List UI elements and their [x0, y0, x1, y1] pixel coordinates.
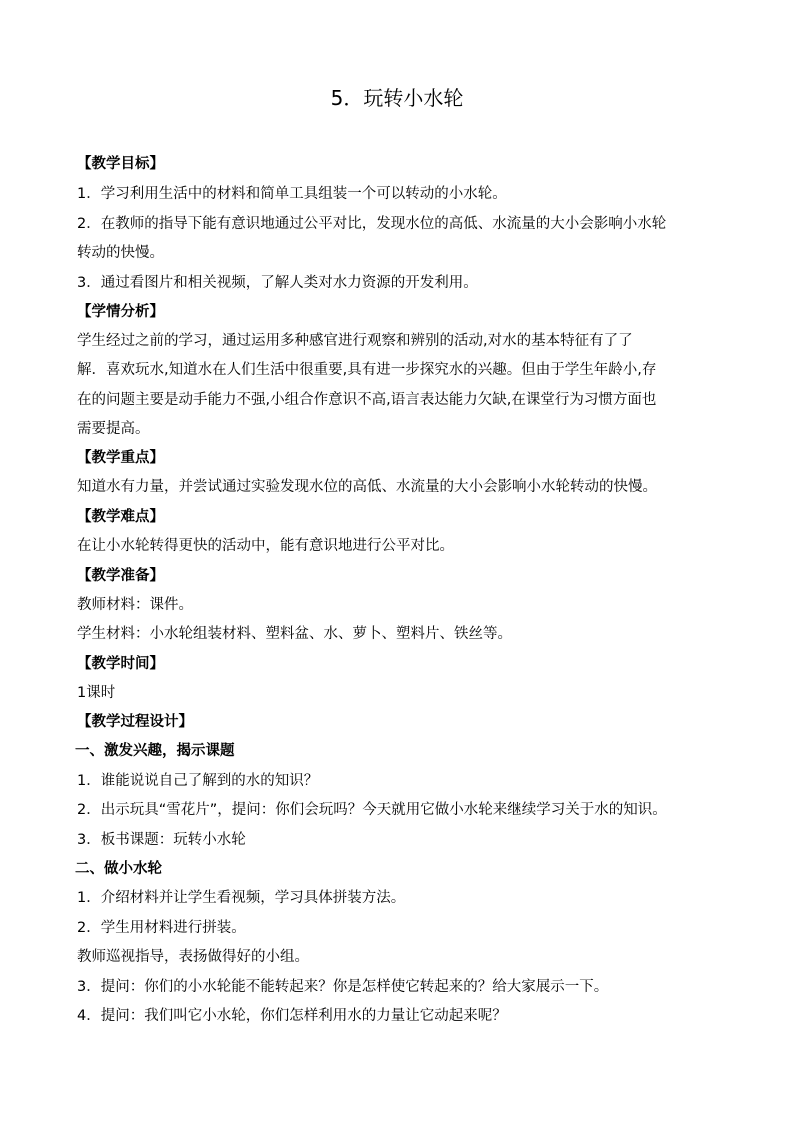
- text-line: 转动的快慢。: [77, 245, 164, 261]
- text-line: 在的问题主要是动手能力不强,小组合作意识不高,语言表达能力欠缺,在课堂行为习惯方面也: [77, 392, 657, 408]
- section-heading-difficulties: 【教学难点】: [77, 509, 164, 525]
- subsection-heading-2: 二、做小水轮: [75, 861, 162, 877]
- section-heading-analysis: 【学情分析】: [77, 304, 164, 320]
- text-line: 1课时: [77, 685, 116, 701]
- text-line: 教师材料：课件。: [77, 597, 193, 613]
- text-line: 在让小水轮转得更快的活动中，能有意识地进行公平对比。: [77, 538, 454, 554]
- text-line: 学生材料：小水轮组装材料、塑料盆、水、萝卜、塑料片、铁丝等。: [77, 626, 512, 642]
- text-line: 解．喜欢玩水,知道水在人们生活中很重要,具有进一步探究水的兴趣。但由于学生年龄小,存: [77, 362, 657, 378]
- text-line: 需要提高。: [77, 421, 150, 437]
- text-line: 1．学习利用生活中的材料和简单工具组装一个可以转动的小水轮。: [77, 186, 507, 202]
- text-line: 2．在教师的指导下能有意识地通过公平对比，发现水位的高低、水流量的大小会影响小水轮: [77, 216, 667, 232]
- section-heading-objectives: 【教学目标】: [77, 156, 164, 172]
- section-heading-key-points: 【教学重点】: [77, 450, 164, 466]
- text-line: 4．提问：我们叫它小水轮，你们怎样利用水的力量让它动起来呢？: [77, 1008, 507, 1024]
- text-line: 3．提问：你们的小水轮能不能转起来？你是怎样使它转起来的？给大家展示一下。: [77, 979, 609, 995]
- text-line: 3．板书课题：玩转小水轮: [77, 832, 246, 848]
- text-line: 2．学生用材料进行拼装。: [77, 920, 246, 936]
- section-heading-preparation: 【教学准备】: [77, 568, 164, 584]
- text-line: 1．介绍材料并让学生看视频，学习具体拼装方法。: [77, 890, 406, 906]
- document-title: 5．玩转小水轮: [330, 86, 464, 110]
- text-line: 学生经过之前的学习，通过运用多种感官进行观察和辨别的活动,对水的基本特征有了了: [77, 333, 633, 349]
- text-line: 3．通过看图片和相关视频，了解人类对水力资源的开发利用。: [77, 275, 478, 291]
- subsection-heading-1: 一、激发兴趣，揭示课题: [75, 743, 235, 759]
- text-line: 1．谁能说说自己了解到的水的知识？: [77, 773, 319, 789]
- section-heading-process: 【教学过程设计】: [77, 714, 193, 730]
- text-line: 2．出示玩具“雪花片”，提问：你们会玩吗？今天就用它做小水轮来继续学习关于水的知识。: [77, 802, 667, 818]
- section-heading-time: 【教学时间】: [77, 656, 164, 672]
- text-line: 知道水有力量，并尝试通过实验发现水位的高低、水流量的大小会影响小水轮转动的快慢。: [77, 479, 657, 495]
- text-line: 教师巡视指导，表扬做得好的小组。: [77, 949, 309, 965]
